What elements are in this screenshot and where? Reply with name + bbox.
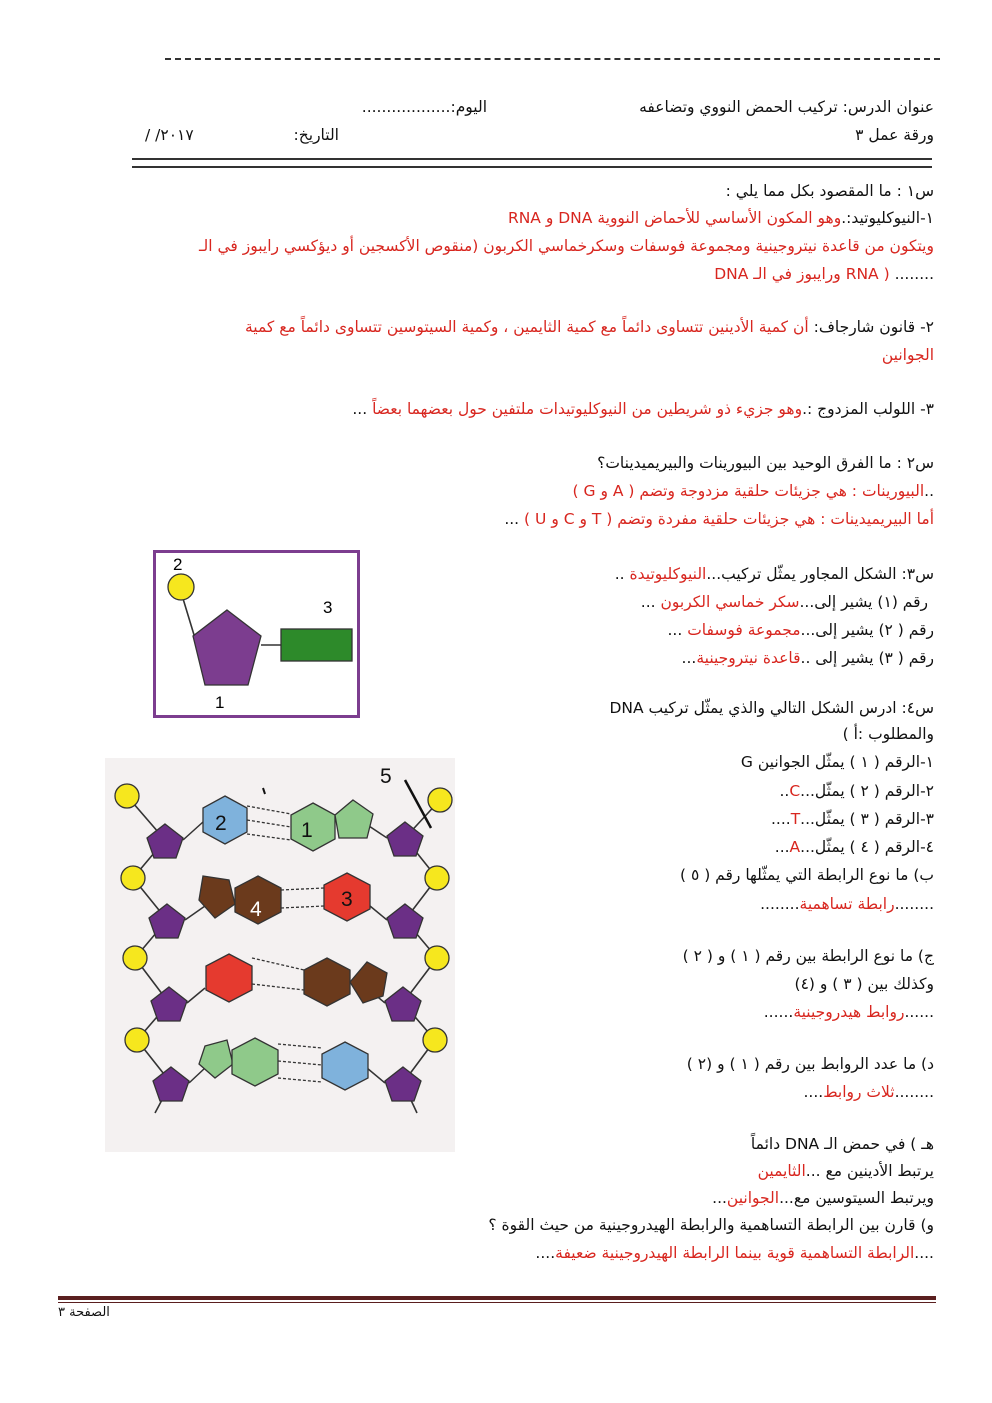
q3-r2-suffix: ... (667, 621, 683, 639)
q4-c-post: ...... (763, 1003, 794, 1021)
label-2: 2 (173, 555, 183, 574)
q4-d-post: .... (803, 1083, 824, 1101)
q4-n4-answer: A (789, 838, 801, 856)
q4-n2-prefix: ٢-الرقم ( ٢ ) يمثّل... (800, 782, 934, 800)
q1-item1 (508, 207, 934, 229)
q1-item2-answer: أن كمية الأدينين تتساوى دائماً مع كمية الثايمين ، وكمية السيتوسين تتساوى دائماً مع كمية (244, 318, 809, 336)
q4-f-answer (535, 1242, 934, 1264)
label-1: 1 (215, 693, 225, 712)
q4-b-question: ب) ما نوع الرابطة التي يمثّلها رقم ( ٥ ) (679, 866, 934, 884)
q4-e1-prefix: يرتبط الأدينين مع ... (805, 1162, 934, 1180)
date-label: التاريخ: (293, 126, 339, 144)
q3-r3-suffix: ... (681, 649, 697, 667)
q4-f-post: .... (535, 1244, 556, 1262)
q3-r2 (667, 619, 934, 641)
q1-item2 (245, 316, 934, 338)
double-rule (132, 158, 932, 168)
q4-n2 (779, 780, 934, 802)
q4-d-question: د) ما عدد الروابط بين رقم ( ١ ) و (٢ ) (686, 1055, 934, 1073)
q4-n1: ١-الرقم ( ١ ) يمثّل الجوانين G (740, 753, 934, 771)
dna-label-2: 2 (215, 812, 227, 835)
label-3: 3 (323, 598, 333, 617)
q4-b-pre: ........ (894, 895, 934, 913)
q3-r1-answer: سكر خماسي الكربون (660, 593, 800, 611)
q2-answer2-dots: ... (504, 510, 520, 528)
q4-n2-answer: C (789, 782, 801, 800)
q3-r3-answer: قاعدة نيتروجينية (696, 649, 801, 667)
dna-label-4: 4 (250, 898, 262, 921)
q4-b-post: ........ (760, 895, 800, 913)
q3-r2-prefix: رقم ( ٢) يشير إلى... (800, 621, 934, 639)
q1-item1-dots: ........ (894, 265, 934, 283)
q2-title: س٢ : ما الفرق الوحيد بين البيورينات والبيريميدينات؟ (597, 454, 934, 472)
q4-n3 (771, 808, 934, 830)
q4-n3-prefix: ٣-الرقم ( ٣ ) يمثّل... (800, 810, 934, 828)
q4-c-pre: ...... (904, 1003, 934, 1021)
q4-e2-answer: الجوانين (726, 1189, 780, 1207)
date-value: / /٢٠١٧ (145, 126, 194, 144)
q1-item1-prefix: ١-النيوكليوتيد:. (841, 209, 934, 227)
q4-d-answer (803, 1081, 934, 1103)
q4-e2-suffix: ... (712, 1189, 727, 1207)
q4-b-answer-text: رابطة تساهمية (799, 895, 895, 913)
q1-item2-prefix: ٢- قانون شارجاف: (813, 318, 934, 336)
q4-n3-answer: T (790, 810, 801, 828)
page-number: الصفحة ٣ (58, 1305, 110, 1320)
dna-label-3: 3 (341, 888, 353, 911)
q4-f-pre: .... (914, 1244, 934, 1262)
q4-c-answer-text: روابط هيدروجينية (793, 1003, 905, 1021)
q3-line1 (615, 563, 934, 585)
q4-n4-suffix: ... (774, 838, 790, 856)
nucleotide-figure (153, 550, 360, 718)
q3-line1-answer: النيوكليوتيدة (629, 565, 707, 583)
top-dashed-rule (165, 58, 940, 60)
q4-n2-suffix: .. (779, 782, 790, 800)
q1-item3 (352, 398, 934, 420)
q1-item1-line3-text: DNA ورايبوز في الـ RNA ) (714, 265, 890, 283)
q3-r3-prefix: رقم ( ٣) يشير إلى .. (800, 649, 934, 667)
q4-d-answer-text: ثلاث روابط (823, 1083, 895, 1101)
q3-r1 (641, 591, 928, 613)
q4-e2 (712, 1187, 934, 1209)
worksheet-number: ورقة عمل ٣ (855, 126, 934, 144)
q1-item3-prefix: ٣- اللولب المزدوج :. (802, 400, 934, 418)
q3-line1-suffix: .. (614, 565, 625, 583)
q4-d-pre: ........ (894, 1083, 934, 1101)
q4-b-answer (760, 893, 934, 915)
dna-label-5: 5 (380, 765, 392, 788)
base-rectangle (281, 629, 352, 661)
q1-item3-answer: وهو جزيء ذو شريطين من النيوكليوتيدات ملتفين حول بعضهما بعضاً (372, 400, 803, 418)
q4-f-question: و) قارن بين الرابطة التساهمية والرابطة الهيدروجينية من حيث القوة ؟ (488, 1216, 934, 1234)
dna-label-1: 1 (301, 819, 313, 842)
q4-e2-prefix: ويرتبط السيتوسين مع... (779, 1189, 934, 1207)
q4-n3-suffix: .... (770, 810, 791, 828)
q1-item2-line2: الجوانين (881, 346, 934, 364)
q4-f-answer-text: الرابطة التساهمية قوية بينما الرابطة الهيدروجينية ضعيفة (555, 1244, 915, 1262)
q4-n4 (775, 836, 934, 858)
q3-r2-answer: مجموعة فوسفات (687, 621, 801, 639)
q4-c-question2: وكذلك بين ( ٣ ) و (٤) (794, 975, 934, 993)
footer-rule-thick (58, 1296, 936, 1300)
q4-n4-prefix: ٤-الرقم ( ٤ ) يمثّل... (800, 838, 934, 856)
lesson-title: عنوان الدرس: تركيب الحمض النووي وتضاعفه (639, 98, 934, 116)
q4-e1-answer: الثايمين (757, 1162, 806, 1180)
footer-rule-thin (58, 1302, 936, 1303)
q4-required: والمطلوب :أ ) (842, 725, 934, 743)
q2-answer1-text: البيورينات : هي جزيئات حلقية مزدوجة وتضم ( A و G ) (572, 482, 925, 500)
q1-title: س١ : ما المقصود بكل مما يلي : (725, 182, 934, 200)
q1-item1-answer: وهو المكون الأساسي للأحماض النووية DNA و RNA (507, 209, 842, 227)
q4-c-answer (764, 1001, 934, 1023)
q3-r3 (682, 647, 934, 669)
dna-figure (105, 758, 455, 1152)
q3-r1-prefix: رقم (١) يشير إلى... (799, 593, 928, 611)
q4-c-question: ج) ما نوع الرابطة بين رقم ( ١ ) و ( ٢ ) (682, 947, 934, 965)
q3-r1-suffix: ... (640, 593, 656, 611)
q1-item1-line2: ويتكون من قاعدة نيتروجينية ومجموعة فوسفات وسكرخماسي الكربون (منقوص الأكسجين أو ديؤكسي رايبوز في الـ (198, 237, 934, 255)
q4-e1 (758, 1160, 934, 1182)
q2-answer2 (504, 508, 934, 530)
q3-line1-prefix: س٣: الشكل المجاور يمثّل تركيب... (706, 565, 934, 583)
q2-answer1-prefix: .. (924, 482, 934, 500)
q4-e-title: هـ ) في حمض الـ DNA دائماً (750, 1135, 934, 1153)
phosphate-circle (168, 574, 194, 600)
q1-item1-line3 (714, 263, 934, 285)
q1-item3-dots: ... (352, 400, 368, 418)
q2-answer2-text: أما البيريميدينات : هي جزيئات حلقية مفردة وتضم ( T و C و U ) (524, 510, 934, 528)
day-label: اليوم:.................. (361, 98, 487, 116)
q4-title: س٤: ادرس الشكل التالي والذي يمثّل تركيب DNA (609, 699, 934, 717)
q2-answer1 (573, 480, 934, 502)
